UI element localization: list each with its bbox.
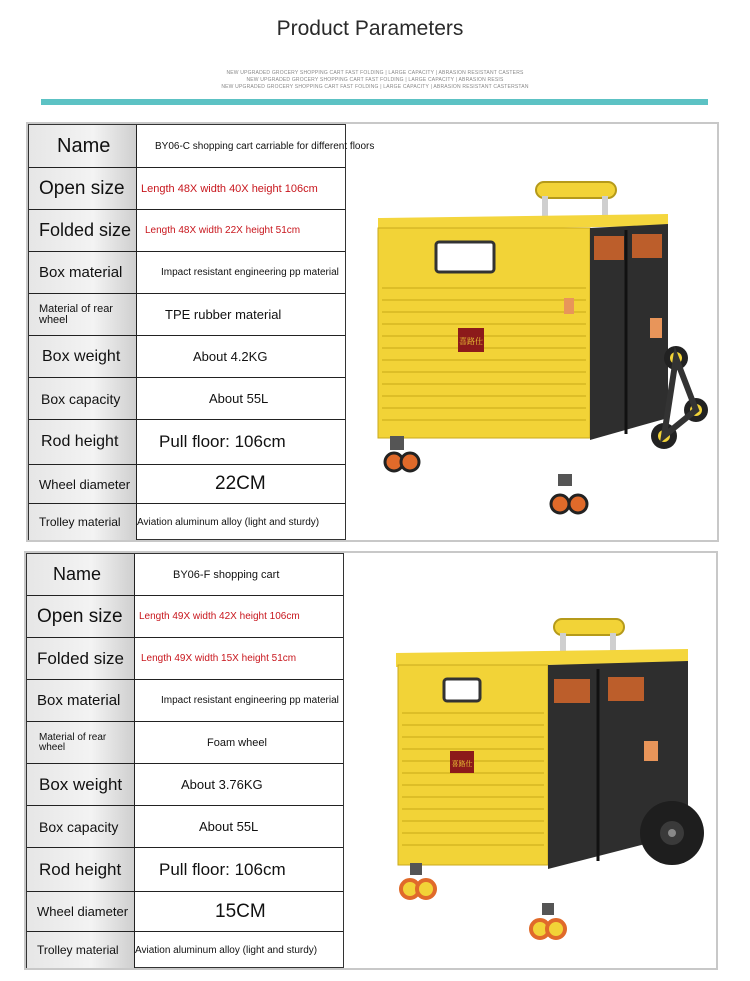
row-label: Wheel diameter	[27, 892, 135, 931]
row-label: Box weight	[27, 764, 135, 805]
row-value: Foam wheel	[207, 736, 267, 749]
cart-photo-2	[376, 613, 716, 963]
table-row	[27, 722, 343, 764]
row-value: Aviation aluminum alloy (light and sturdy)	[135, 944, 318, 956]
handle-grip	[554, 619, 624, 635]
front-casters	[385, 436, 587, 513]
row-value: 22CM	[215, 473, 266, 494]
foam-rear-wheel	[640, 801, 704, 865]
row-label: Material of rear wheel	[29, 294, 137, 335]
handle-rod	[542, 196, 548, 218]
table-row	[27, 764, 343, 806]
side-window	[554, 679, 590, 703]
accent-divider	[41, 99, 708, 105]
cart-photo-1	[368, 178, 708, 528]
row-label: Box material	[29, 252, 137, 293]
product-panel-2	[24, 551, 718, 970]
side-latch	[650, 318, 662, 338]
row-value: About 3.76KG	[181, 777, 263, 792]
table-row	[27, 680, 343, 722]
table-row	[27, 892, 343, 932]
table-row	[27, 638, 343, 680]
row-label: Rod height	[29, 420, 137, 464]
row-value: About 55L	[199, 819, 259, 834]
brand-badge-text: 喜路仕	[451, 760, 473, 768]
row-label: Open size	[27, 596, 135, 637]
row-value: Length 49X width 42X height 106cm	[139, 611, 300, 622]
row-value: BY06-F shopping cart	[173, 568, 280, 581]
row-label: Box material	[27, 680, 135, 721]
row-value: About 55L	[209, 391, 269, 406]
row-value: Pull floor: 106cm	[159, 432, 286, 451]
handle-rod	[602, 196, 608, 218]
row-label: Box capacity	[27, 806, 135, 847]
table-row	[29, 465, 345, 504]
handle-grip	[536, 182, 616, 198]
side-latch	[644, 741, 658, 761]
table-row	[29, 504, 345, 540]
row-label: Box capacity	[29, 378, 137, 419]
side-window	[594, 236, 624, 260]
row-label: Material of rear wheel	[27, 722, 135, 763]
row-value: BY06-C shopping cart carriable for different floors	[155, 140, 375, 152]
front-casters	[401, 863, 565, 938]
row-value: Aviation aluminum alloy (light and sturdy)	[137, 516, 320, 528]
row-label: Box weight	[29, 336, 137, 377]
handle-hole	[436, 242, 494, 272]
subtitle-line-1: NEW UPGRADED GROCERY SHOPPING CART FAST FOLDING | LARGE CAPACITY | ABRASION RESISTANT CASTERS	[226, 70, 524, 76]
row-label: Name	[29, 125, 137, 167]
row-value: Impact resistant engineering pp material	[161, 267, 339, 278]
table-row	[27, 932, 343, 968]
table-row	[27, 848, 343, 892]
row-value: TPE rubber material	[165, 307, 282, 322]
spec-table-2	[26, 553, 344, 968]
row-label: Folded size	[27, 638, 135, 679]
spec-table-1	[28, 124, 375, 540]
handle-hole	[444, 679, 480, 701]
page-title: Product Parameters	[276, 17, 464, 40]
subtitle-line-3: NEW UPGRADED GROCERY SHOPPING CART FAST FOLDING | LARGE CAPACITY | ABRASION RESISTANT CASTERSTAN	[221, 84, 529, 90]
table-row	[27, 806, 343, 848]
table-row	[29, 125, 375, 168]
row-label: Folded size	[29, 210, 137, 251]
row-value: About 4.2KG	[193, 349, 268, 364]
brand-badge-text: 喜路仕	[459, 337, 483, 346]
row-label: Wheel diameter	[29, 465, 137, 503]
table-row	[29, 168, 345, 210]
side-window	[608, 677, 644, 701]
row-value: Length 49X width 15X height 51cm	[141, 653, 297, 664]
row-value: Length 48X width 22X height 51cm	[145, 225, 301, 236]
row-label: Trolley material	[27, 932, 135, 968]
row-value: 15CM	[215, 900, 266, 922]
product-panel-1	[26, 122, 719, 542]
table-row	[29, 210, 345, 252]
row-label: Rod height	[27, 848, 135, 891]
row-value: Impact resistant engineering pp material	[161, 695, 339, 706]
table-row	[27, 596, 343, 638]
handle-rod	[560, 633, 566, 653]
row-label: Name	[27, 554, 135, 595]
row-label: Open size	[29, 168, 137, 209]
side-latch	[564, 298, 574, 314]
row-value: Pull floor: 106cm	[159, 859, 286, 879]
subtitle-line-2: NEW UPGRADED GROCERY SHOPPING CART FAST FOLDING | LARGE CAPACITY | ABRASION RESIS	[246, 77, 504, 83]
table-row	[29, 378, 345, 420]
table-row	[29, 420, 345, 465]
row-value: Length 48X width 40X height 106cm	[141, 182, 318, 195]
table-row	[29, 336, 345, 378]
row-label: Trolley material	[29, 504, 137, 540]
table-row	[29, 294, 345, 336]
table-row	[27, 554, 343, 596]
table-row	[29, 252, 345, 294]
side-window	[632, 234, 662, 258]
